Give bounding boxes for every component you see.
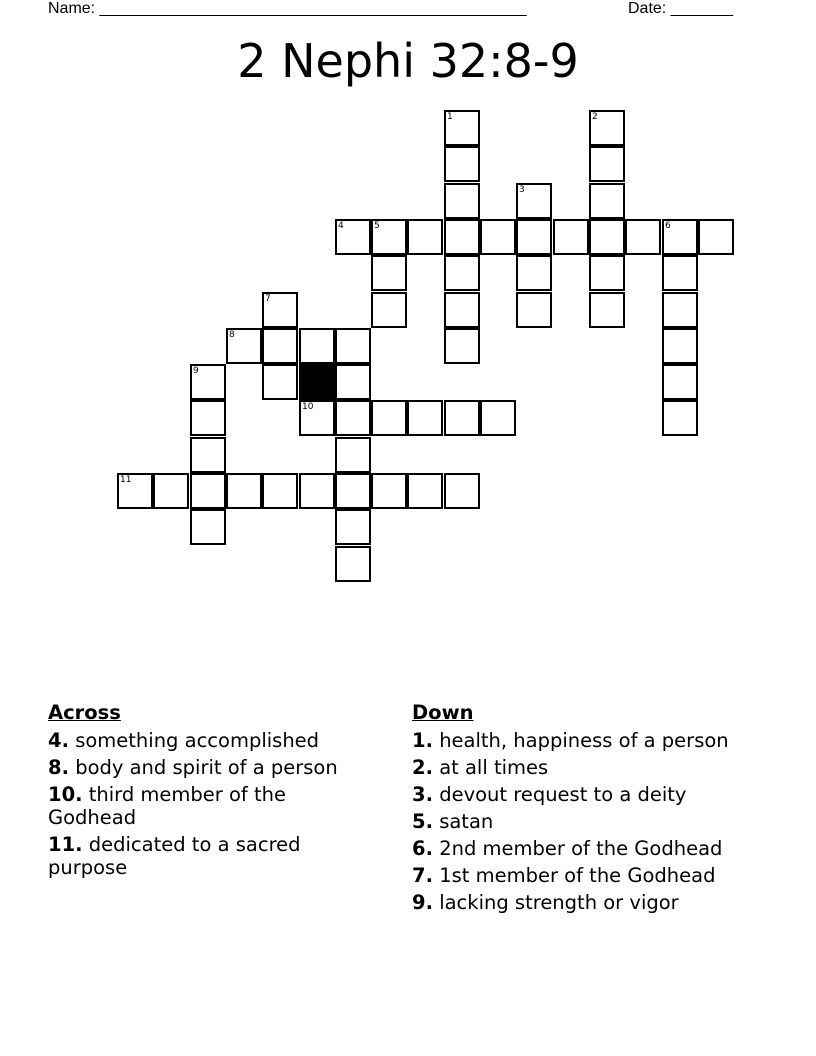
- grid-cell[interactable]: [262, 473, 298, 509]
- grid-cell[interactable]: [662, 364, 698, 400]
- clue-text: 1st member of the Godhead: [439, 864, 716, 887]
- grid-cell[interactable]: [444, 328, 480, 364]
- grid-cell[interactable]: [662, 219, 698, 255]
- grid-cell[interactable]: [516, 219, 552, 255]
- grid-clue-number: 4: [338, 221, 344, 231]
- grid-cell[interactable]: [190, 473, 226, 509]
- grid-block: [299, 364, 335, 400]
- grid-clue-number: 1: [447, 112, 453, 122]
- grid-clue-number: 5: [374, 221, 380, 231]
- clue-number: 11.: [48, 833, 83, 856]
- clue-number: 6.: [412, 837, 433, 860]
- grid-clue-number: 10: [302, 402, 314, 412]
- across-heading: Across: [48, 701, 121, 724]
- down-clue-6: [412, 837, 772, 860]
- clue-number: 4.: [48, 729, 69, 752]
- grid-cell[interactable]: [335, 437, 371, 473]
- clue-text: dedicated to a sacred purpose: [48, 833, 301, 879]
- grid-cell[interactable]: [444, 255, 480, 291]
- grid-cell[interactable]: [226, 328, 262, 364]
- clue-text: body and spirit of a person: [75, 756, 338, 779]
- across-clue-4: [48, 729, 378, 752]
- grid-cell[interactable]: [335, 546, 371, 582]
- grid-cell[interactable]: [299, 400, 335, 436]
- grid-cell[interactable]: [371, 219, 407, 255]
- clue-text: devout request to a deity: [439, 783, 687, 806]
- grid-cell[interactable]: [589, 219, 625, 255]
- grid-cell[interactable]: [662, 400, 698, 436]
- grid-cell[interactable]: [589, 292, 625, 328]
- grid-cell[interactable]: [662, 292, 698, 328]
- across-clue-8: [48, 756, 378, 779]
- across-clues: [48, 701, 378, 883]
- grid-cell[interactable]: [335, 400, 371, 436]
- grid-cell[interactable]: [335, 509, 371, 545]
- grid-cell[interactable]: [589, 146, 625, 182]
- grid-cell[interactable]: [444, 292, 480, 328]
- grid-clue-number: 8: [229, 330, 235, 340]
- grid-cell[interactable]: [662, 255, 698, 291]
- grid-cell[interactable]: [444, 183, 480, 219]
- grid-clue-number: 9: [193, 366, 199, 376]
- grid-cell[interactable]: [444, 110, 480, 146]
- grid-clue-number: 11: [120, 475, 132, 485]
- grid-cell[interactable]: [589, 255, 625, 291]
- name-field-label: Name: ________________________________________________: [48, 0, 527, 17]
- clue-number: 2.: [412, 756, 433, 779]
- clue-number: 5.: [412, 810, 433, 833]
- grid-cell[interactable]: [625, 219, 661, 255]
- down-clue-1: [412, 729, 772, 752]
- page-title: 2 Nephi 32:8-9: [237, 34, 579, 88]
- grid-cell[interactable]: [335, 219, 371, 255]
- clue-text: lacking strength or vigor: [439, 891, 679, 914]
- clue-number: 1.: [412, 729, 433, 752]
- clue-number: 10.: [48, 783, 83, 806]
- grid-cell[interactable]: [371, 400, 407, 436]
- grid-cell[interactable]: [553, 219, 589, 255]
- grid-cell[interactable]: [444, 146, 480, 182]
- grid-cell[interactable]: [516, 255, 552, 291]
- grid-cell[interactable]: [407, 400, 443, 436]
- grid-cell[interactable]: [444, 473, 480, 509]
- down-clues: [412, 701, 772, 918]
- grid-cell[interactable]: [262, 364, 298, 400]
- down-heading: Down: [412, 701, 474, 724]
- grid-cell[interactable]: [407, 219, 443, 255]
- grid-cell[interactable]: [662, 328, 698, 364]
- grid-cell[interactable]: [444, 400, 480, 436]
- grid-cell[interactable]: [480, 400, 516, 436]
- clue-text: third member of the Godhead: [48, 783, 286, 829]
- down-clue-5: [412, 810, 772, 833]
- grid-cell[interactable]: [698, 219, 734, 255]
- down-clue-9: [412, 891, 772, 914]
- grid-cell[interactable]: [371, 473, 407, 509]
- grid-cell[interactable]: [190, 509, 226, 545]
- grid-clue-number: 7: [265, 294, 271, 304]
- grid-cell[interactable]: [589, 183, 625, 219]
- clue-text: satan: [439, 810, 494, 833]
- grid-cell[interactable]: [117, 473, 153, 509]
- clue-text: 2nd member of the Godhead: [439, 837, 723, 860]
- grid-cell[interactable]: [190, 437, 226, 473]
- grid-cell[interactable]: [226, 473, 262, 509]
- grid-cell[interactable]: [262, 292, 298, 328]
- date-field-label: Date: _______: [628, 0, 733, 17]
- grid-cell[interactable]: [153, 473, 189, 509]
- clue-number: 3.: [412, 783, 433, 806]
- grid-cell[interactable]: [371, 292, 407, 328]
- grid-cell[interactable]: [407, 473, 443, 509]
- clue-text: at all times: [439, 756, 549, 779]
- grid-cell[interactable]: [335, 473, 371, 509]
- grid-cell[interactable]: [589, 110, 625, 146]
- clue-number: 7.: [412, 864, 433, 887]
- grid-cell[interactable]: [262, 328, 298, 364]
- grid-clue-number: 6: [665, 221, 671, 231]
- across-clue-11: [48, 833, 378, 879]
- clue-number: 8.: [48, 756, 69, 779]
- grid-clue-number: 3: [519, 185, 525, 195]
- down-clue-3: [412, 783, 772, 806]
- down-clue-7: [412, 864, 772, 887]
- grid-cell[interactable]: [190, 364, 226, 400]
- grid-cell[interactable]: [516, 183, 552, 219]
- down-clue-2: [412, 756, 772, 779]
- grid-cell[interactable]: [190, 400, 226, 436]
- clue-text: something accomplished: [75, 729, 320, 752]
- across-clue-10: [48, 783, 378, 829]
- grid-cell[interactable]: [299, 473, 335, 509]
- grid-cell[interactable]: [516, 292, 552, 328]
- grid-clue-number: 2: [592, 112, 598, 122]
- grid-cell[interactable]: [480, 219, 516, 255]
- grid-cell[interactable]: [371, 255, 407, 291]
- clue-number: 9.: [412, 891, 433, 914]
- grid-cell[interactable]: [299, 328, 335, 364]
- grid-cell[interactable]: [335, 364, 371, 400]
- grid-cell[interactable]: [335, 328, 371, 364]
- grid-cell[interactable]: [444, 219, 480, 255]
- clue-text: health, happiness of a person: [439, 729, 729, 752]
